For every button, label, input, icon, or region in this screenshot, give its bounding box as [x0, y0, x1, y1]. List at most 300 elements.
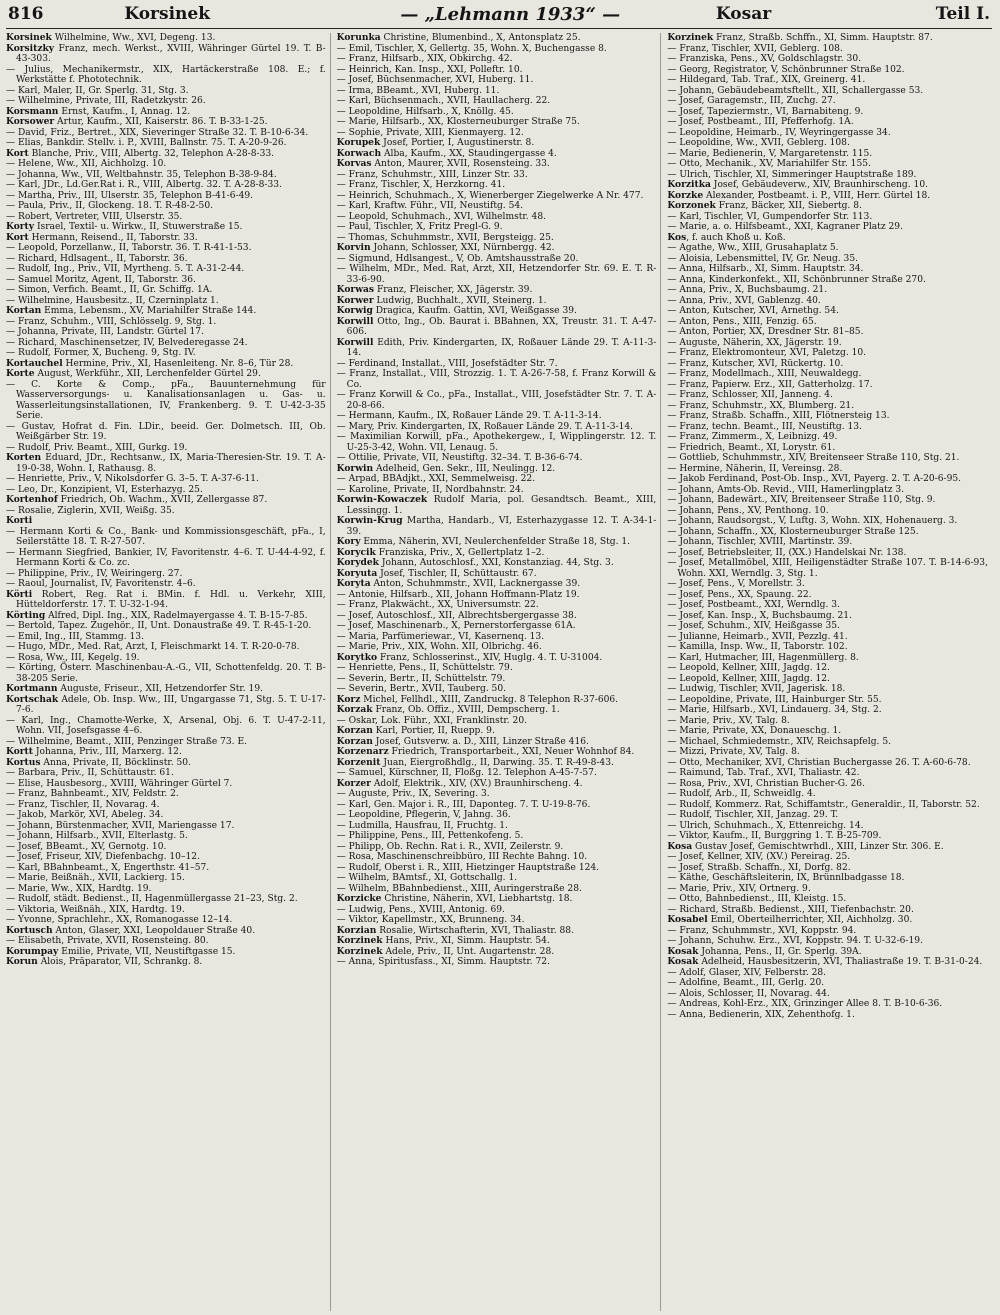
entry-text: Franz, mech. Werkst., XVIII, Währinger Gürtel 19. T. B-43-303. [16, 43, 326, 64]
entry-text: — Josef, Büchsenmacher, XVI, Huberg. 11. [336, 75, 534, 85]
entry-surname: Korzinek [667, 33, 714, 43]
entry-surname: Korumpay [6, 945, 59, 957]
entry-text: Emilie, Private, VII, Neustiftgasse 15. [58, 946, 236, 957]
directory-entry [6, 86, 326, 97]
directory-entry [667, 75, 988, 86]
directory-entry [667, 621, 988, 632]
entry-text: — Jakob Ferdinand, Post-Ob. Insp., XVI, Payerg. 2. T. A-20-6-95. [667, 474, 962, 484]
entry-text: — Oskar, Lok. Führ., XXI, Franklinstr. 20. [336, 715, 528, 726]
directory-entry [667, 432, 988, 443]
directory-entry [6, 180, 326, 191]
directory-entry [337, 86, 657, 97]
entry-text: — Elisabeth, Private, XVII, Rosensteing. 80. [6, 936, 209, 946]
directory-entry [337, 579, 657, 590]
directory-entry [6, 306, 326, 317]
entry-surname: Korzinek [336, 945, 383, 957]
entry-text: Dragica, Kaufm. Gattin, XVI, Weißgasse 39. [372, 306, 577, 316]
entry-text: — Franz, Tischler, II, Novarag. 4. [6, 799, 160, 810]
directory-entry [6, 285, 326, 296]
entry-text: — Maria, Parfümeriewar., VI, Kasernenq. 13. [336, 631, 545, 642]
directory-entry [667, 747, 988, 758]
entry-text: — Karl, Tischler, VI, Gumpendorfer Str. 113. [667, 211, 873, 222]
entry-text: Josef, Gebäudeverw., XIV, Braunhirscheng. 10. [710, 180, 928, 190]
entry-text: — Leopold, Porzellanw., II, Taborstr. 36. T. R-41-1-53. [6, 243, 252, 253]
entry-text: Karl, Portier, II, Ruepp. 9. [372, 726, 495, 736]
entry-text: — Auguste, Näherin, XX, Jägerstr. 19. [667, 337, 842, 348]
directory-entry [337, 264, 657, 285]
entry-text: Edith, Priv. Kindergarten, IX, Roßauer Lände 29. T. A-11-3-14. [346, 337, 657, 358]
entry-text: — Viktoria, Weißnäh., XIX, Hardtg. 19. [6, 904, 185, 915]
directory-entry [667, 915, 988, 926]
entry-text: Alexander, Postbeamt. i. P., VIII, Herr. Gürtel 18. [703, 190, 931, 201]
entry-surname: Korvin [336, 242, 371, 253]
directory-entry [667, 590, 988, 601]
directory-entry [667, 905, 988, 916]
page-header [6, 4, 992, 29]
directory-entry [667, 254, 988, 265]
directory-entry [337, 44, 657, 55]
entry-text: — Leopoldine, Hilfsarb., X, Knöllg. 45. [336, 106, 514, 117]
directory-entry [667, 86, 988, 97]
directory-entry [6, 758, 326, 769]
entry-text: Johanna, Pens., II, Gr. Sperlg. 39A. [698, 946, 862, 957]
entry-text: — Samuel Moritz, Agent, II, Taborstr. 36. [6, 274, 196, 285]
directory-entry [667, 873, 988, 884]
entry-text: Israel, Textil- u. Wirkw., II, Stuwerstraße 15. [34, 222, 243, 232]
entry-surname: Korun [6, 956, 38, 967]
directory-entry [337, 411, 657, 422]
directory-entry [667, 117, 988, 128]
entry-text: — Karl, Gen. Major i. R., III, Daponteg. 7. T. U-19-8-76. [336, 799, 591, 810]
directory-entry [6, 380, 326, 422]
entry-text: Adelheid, Hausbesitzerin, XVI, Thaliastraße 19. T. B-31-0-24. [698, 957, 983, 967]
directory-entry [337, 422, 657, 433]
entry-text: — Anna, Bedienerin, XIX, Zehenthofg. 1. [667, 1009, 855, 1020]
directory-entry [337, 789, 657, 800]
directory-entry [337, 96, 657, 107]
directory-entry [6, 611, 326, 622]
directory-entry [667, 632, 988, 643]
entry-text: — Helene, Ww., XII, Aichholzg. 10. [6, 159, 167, 169]
entry-text: — Karl, JDr., Ld.Ger.Rat i. R., VIII, Albertg. 32. T. A-28-8-33. [6, 180, 282, 190]
entry-text: — Johann, Amts-Ob. Revid., VIII, Hamerlingplatz 3. [667, 484, 905, 495]
directory-entry [337, 936, 657, 947]
directory-entry [337, 180, 657, 191]
directory-entry [337, 852, 657, 863]
entry-text: — Wilhelmine, Beamt., XIII, Penzinger Straße 73. E. [6, 736, 247, 747]
entry-text: — Johann, Pens., XV, Penthong. 10. [667, 505, 829, 516]
entry-text: — Leopoldine, Pflegerin, V, Jahng. 36. [336, 810, 511, 820]
directory-entry [337, 863, 657, 874]
directory-entry [337, 233, 657, 244]
entry-surname: Korzan [336, 735, 373, 747]
entry-surname: Kortmann [6, 683, 58, 694]
entry-text: — Yvonne, Sprachlehr., XX, Romanogasse 12–14. [6, 915, 233, 925]
entry-text: Franz, Fleischer, XX, Jägerstr. 39. [374, 285, 533, 295]
entry-surname: Korzicke [336, 893, 382, 904]
directory-entry [337, 159, 657, 170]
entry-text: — Rudolf, Ing., Priv., VII, Myrtheng. 5. T. A-31-2-44. [6, 264, 245, 274]
entry-text: — Franz, Schlosser, XII, Janneng. 4. [667, 390, 833, 400]
directory-entry [667, 936, 988, 947]
entry-surname: Kortus [6, 756, 41, 768]
directory-entry [337, 768, 657, 779]
entry-text: Josef, Portier, I, Augustinerstr. 8. [380, 138, 535, 148]
directory-entry [667, 527, 988, 538]
entry-text: — Johann, Schaffn., XX, Klosterneuburger Straße 125. [667, 526, 919, 537]
entry-text: — Ulrich, Tischler, XI, Simmeringer Hauptstraße 189. [667, 169, 917, 180]
entry-text: — Josef, Schuhm., XIV, Heißgasse 35. [667, 621, 840, 631]
directory-entry [667, 306, 988, 317]
directory-entry [6, 590, 326, 611]
entry-text: Blanche, Priv., VIII, Albertg. 32, Telephon A-28-8-33. [28, 148, 275, 159]
entry-surname: Kosak [667, 956, 699, 967]
entry-text: — Marie, Priv., XIV, Ortnerg. 9. [667, 883, 811, 894]
entry-text: — Wilhelm, BAmtsf., XI, Gottschallg. 1. [336, 873, 518, 883]
directory-entry [337, 117, 657, 128]
directory-entry [667, 54, 988, 65]
directory-entry [6, 264, 326, 275]
entry-text: — Michael, Schmiedemstr., XIV, Reichsapfelg. 5. [667, 736, 891, 747]
directory-entry [667, 558, 988, 579]
column-3 [667, 33, 992, 1311]
entry-text: — Marie, Private, XX, Donaueschg. 1. [667, 726, 842, 736]
entry-text: — Severin, Bertr., II, Schüttelstr. 79. [336, 673, 506, 684]
entry-text: — Franz, Elektromonteur, XVI, Paletzg. 10. [667, 348, 867, 358]
directory-entry [667, 474, 988, 485]
entry-text: Alba, Kaufm., XX, Staudingergasse 4. [381, 148, 557, 159]
entry-text: — Franz, Schuhm., VIII, Schlösselg. 9, Stg. 1. [6, 316, 217, 327]
entry-text: — Auguste, Priv., IX, Severing. 3. [336, 789, 490, 799]
entry-text: — Franz, Zimmerm., X, Leibnizg. 49. [667, 432, 838, 442]
entry-text: — Franz, Hilfsarb., XIX, Obkirchg. 42. [336, 54, 513, 64]
directory-entry [337, 684, 657, 695]
directory-entry [337, 548, 657, 559]
directory-entry [667, 947, 988, 958]
entry-surname: Kos [667, 231, 687, 243]
directory-entry [337, 873, 657, 884]
entry-text: — Johann, Schuhw. Erz., XVI, Koppstr. 94. T. U-32-6-19. [667, 936, 923, 946]
entry-text: — Leopold, Kellner, XIII, Jagdg. 12. [667, 673, 830, 684]
directory-entry [6, 579, 326, 590]
directory-entry [667, 390, 988, 401]
entry-surname: Korten [6, 452, 42, 463]
entry-text: — Josef, Betriebsleiter, II, (XX.) Handelskai Nr. 138. [667, 547, 907, 558]
entry-text: — Rudolf, Former, X, Bucheng. 9, Stg. IV. [6, 348, 196, 358]
directory-entry [667, 495, 988, 506]
entry-text: Robert, Reg. Rat i. BMin. f. Hdl. u. Verkehr, XIII, Hütteldorferstr. 17. T. U-32-1-94. [16, 589, 326, 610]
directory-entry [667, 422, 988, 433]
directory-entry [667, 128, 988, 139]
entry-text: — Arpad, BBAdjkt., XXI, Semmelweisg. 22. [336, 474, 536, 484]
entry-text: — Josef, Postbeamt., XXI, Werndlg. 3. [667, 600, 840, 610]
entry-text: — Anna, Hilfsarb., XI, Simm. Hauptstr. 34. [667, 264, 864, 274]
entry-surname: Korvas [336, 158, 372, 169]
directory-entry [6, 821, 326, 832]
entry-text: — Ludwig, Tischler, XVII, Jagerisk. 18. [667, 684, 846, 694]
entry-surname: Kortan [6, 305, 42, 316]
entry-text: Hermann, Reisend., II, Taborstr. 33. [28, 232, 198, 243]
directory-entry [337, 369, 657, 390]
directory-entry [667, 464, 988, 475]
directory-entry [337, 926, 657, 937]
entry-text: — Franz, techn. Beamt., III, Neustiftg. 13. [667, 421, 862, 432]
directory-entry [337, 338, 657, 359]
entry-text: — Marie, Hilfsarb., XVI, Lindauerg. 34, Stg. 2. [667, 705, 882, 715]
directory-entry [667, 401, 988, 412]
directory-entry [667, 243, 988, 254]
directory-entry [667, 96, 988, 107]
directory-entry [6, 201, 326, 212]
entry-text: — Otto, Bahnbedienst., III, Kleistg. 15. [667, 894, 847, 904]
page-number: 816 [8, 4, 44, 24]
directory-entry [6, 296, 326, 307]
directory-entry [337, 516, 657, 537]
directory-entry [667, 149, 988, 160]
entry-text: — Ottilie, Private, VII, Neustiftg. 32–34. T. B-36-6-74. [336, 453, 583, 463]
directory-entry [337, 884, 657, 895]
directory-entry [337, 705, 657, 716]
entry-text: — Franz, Straßb. Schaffn., XIII, Flötnersteig 13. [667, 411, 890, 421]
entry-text: — Henriette, Pens., II, Schüttelstr. 79. [336, 663, 513, 673]
entry-surname: Korzonek [667, 200, 716, 211]
directory-entry [337, 842, 657, 853]
directory-entry [667, 212, 988, 223]
directory-entry [667, 327, 988, 338]
entry-text: — Anton, Pens., XIII, Fenzig. 65. [667, 316, 817, 327]
directory-entry [6, 884, 326, 895]
entry-text: Emma, Lebensm., XV, Mariahilfer Straße 144. [41, 306, 257, 316]
directory-entry [337, 831, 657, 842]
entry-text: — Elise, Hausbesorg., XVIII, Währinger Gürtel 7. [6, 778, 233, 789]
entry-surname: Korydek [336, 557, 379, 568]
directory-entry [6, 548, 326, 569]
entry-text: Johanna, Priv., III, Marxerg. 12. [32, 747, 182, 757]
entry-surname: Korz [336, 693, 361, 705]
directory-entry [667, 926, 988, 937]
entry-surname: Korty [6, 221, 35, 232]
entry-surname: Korwin-Kowaczek [336, 494, 428, 505]
entry-text: — Paula, Priv., II, Glockeng. 18. T. R-48-2-50. [6, 201, 213, 211]
directory-entry [337, 590, 657, 601]
directory-entry [667, 831, 988, 842]
entry-surname: Korunka [336, 33, 381, 43]
entry-text: — Josef, Tapeziermstr., VI, Barnabiteng. 9. [667, 106, 864, 117]
directory-entry [337, 653, 657, 664]
entry-text: — Viktor, Kapellmstr., XX, Brunneng. 34. [336, 915, 525, 925]
directory-entry [337, 611, 657, 622]
directory-entry [667, 296, 988, 307]
directory-entry [337, 558, 657, 569]
entry-text: Artur, Kaufm., XII, Kaiserstr. 86. T. B-33-1-25. [54, 117, 268, 127]
directory-entry [667, 821, 988, 832]
directory-entry [667, 443, 988, 454]
entry-text: — Karl, Ing., Chamotte-Werke, X, Arsenal, Obj. 6. T. U-47-2-11, Wohn. VII, Josefsgasse 4–6. [6, 715, 326, 736]
directory-entry [337, 537, 657, 548]
entry-text: — Marie, a. o. Hilfsbeamt., XXI, Kagraner Platz 29. [667, 222, 903, 232]
directory-entry [6, 359, 326, 370]
directory-entry [337, 75, 657, 86]
entry-text: — Josef, Friseur, XIV, Diefenbachg. 10–12. [6, 852, 200, 862]
directory-entry [667, 275, 988, 286]
entry-text: Franz, Straßb. Schffn., XI, Simm. Hauptstr. 87. [713, 33, 933, 43]
directory-entry [667, 758, 988, 769]
directory-entry [6, 44, 326, 65]
entry-surname: Korupek [336, 137, 381, 148]
directory-entry [6, 747, 326, 758]
directory-entry [667, 453, 988, 464]
entry-text: — Aloisia, Lebensmittel, IV, Gr. Neug. 35. [667, 253, 859, 264]
entry-surname: Korsower [6, 116, 55, 127]
entry-surname: Korti [6, 515, 33, 526]
entry-text: — Heinrich, Kan. Insp., XXI, Polleftr. 10. [336, 64, 523, 75]
directory-entry [6, 789, 326, 800]
entry-text: Alfred, Dipl. Ing., XIX, Radelmayergasse 4. T. B-15-7-85. [45, 610, 308, 621]
entry-surname: Körti [6, 588, 33, 600]
entry-text: — Josef, Kellner, XIV, (XV.) Pereirag. 25. [667, 852, 851, 862]
entry-text: Emma, Näherin, XVI, Neulerchenfelder Straße 18, Stg. 1. [360, 537, 631, 547]
entry-text: — Josef, Straßb. Schaffn., XI, Dorfg. 82. [667, 862, 851, 873]
directory-entry [337, 758, 657, 769]
entry-surname: Korsinek [6, 33, 52, 43]
entry-text: Christine, Näherin, XVI, Liebhartstg. 18. [381, 894, 573, 904]
directory-entry [6, 663, 326, 684]
directory-entry [667, 107, 988, 118]
entry-surname: Korte [6, 368, 35, 379]
directory-entry [6, 894, 326, 905]
directory-entry [667, 737, 988, 748]
directory-entry [667, 842, 988, 853]
directory-entry [667, 537, 988, 548]
entry-text: — Johann, Gebäudebeamtsftellt., XII, Schallergasse 53. [667, 85, 924, 96]
entry-text: — Leopoldine, Heimarb., IV, Weyringergasse 34. [667, 127, 891, 138]
directory-entry [337, 243, 657, 254]
directory-entry [337, 716, 657, 727]
directory-entry [6, 254, 326, 265]
columns-container [6, 33, 992, 1311]
entry-text: — Karl, Maler, II, Gr. Sperlg. 31, Stg. 3. [6, 85, 189, 96]
directory-entry [337, 905, 657, 916]
entry-text: — Robert, Vertreter, VIII, Ulserstr. 35. [6, 211, 183, 222]
entry-text: — Georg, Registrator, V, Schönbrunner Straße 102. [667, 64, 905, 75]
directory-entry [337, 306, 657, 317]
entry-surname: Korwas [336, 284, 375, 295]
entry-text: Michel, Fellhdl., XIII, Zandruckg. 8 Telephon R-37-606. [360, 694, 619, 705]
first-entry-name: Korsinek [124, 4, 210, 24]
entry-surname: Koryuta [336, 567, 378, 579]
entry-text: — Johann, Tischler, XVIII, Martinstr. 39. [667, 537, 853, 547]
directory-entry [6, 191, 326, 202]
entry-text: — Raoul, Journalist, IV, Favoritenstr. 4–6. [6, 579, 196, 589]
entry-text: — Franz, Bahnbeamt., XIV, Feldstr. 2. [6, 789, 179, 799]
directory-entry [667, 180, 988, 191]
entry-text: — Adolf, Glaser, XIV, Felberstr. 28. [667, 967, 827, 978]
entry-text: — Thomas, Schuhmmstr., XVII, Bergsteigg. 25. [336, 232, 554, 243]
directory-entry [667, 65, 988, 76]
directory-entry [6, 317, 326, 328]
entry-surname: Korzenit [336, 756, 381, 768]
directory-entry [337, 632, 657, 643]
directory-entry [667, 968, 988, 979]
directory-entry [667, 506, 988, 517]
entry-text: Otto, Ing., Ob. Baurat i. BBahnen, XX, Treustr. 31. T. A-47-606. [346, 316, 657, 337]
directory-entry [667, 852, 988, 863]
entry-text: — Franz, Tischler, X, Herzkorng. 41. [336, 180, 506, 190]
directory-entry [667, 548, 988, 559]
directory-entry [667, 33, 988, 44]
entry-text: — Leopold, Schuhmach., XVI, Wilhelmstr. 48. [336, 211, 547, 222]
entry-text: Rosalie, Wirtschafterin, XVI, Thaliastr. 88. [376, 925, 574, 936]
entry-surname: Korzak [336, 704, 373, 715]
directory-entry [337, 285, 657, 296]
directory-entry [667, 695, 988, 706]
entry-text: — Julianne, Heimarb., XVII, Pezzlg. 41. [667, 631, 848, 642]
directory-entry [6, 642, 326, 653]
entry-text: Juan, Eiergroßhdlg., II, Darwing. 35. T. R-49-8-43. [380, 757, 614, 768]
entry-text: Auguste, Friseur., XII, Hetzendorfer Str. 19. [57, 684, 264, 694]
directory-entry [6, 65, 326, 86]
entry-text: — Friedrich, Beamt., XI, Lorystr. 61. [667, 442, 836, 453]
directory-entry [337, 222, 657, 233]
entry-text: — Ulrich, Schuhmach., X, Ettenreichg. 14. [667, 820, 864, 831]
directory-entry [667, 642, 988, 653]
directory-entry [337, 957, 657, 968]
entry-text: — Karl, Kraftw. Führ., VII, Neustiftg. 54. [336, 201, 524, 211]
directory-entry [6, 768, 326, 779]
directory-entry [667, 999, 988, 1010]
directory-entry [667, 800, 988, 811]
entry-text: — Philipp, Ob. Rechn. Rat i. R., XVII, Zeilerstr. 9. [336, 841, 564, 852]
entry-text: — Ludwig, Pens., XVIII, Antonig. 69. [336, 904, 505, 915]
directory-entry [667, 359, 988, 370]
entry-surname: Körting [6, 609, 46, 621]
directory-entry [337, 947, 657, 958]
entry-text: — Bertold, Tapez. Zugehör., II, Unt. Donaustraße 49. T. R-45-1-20. [6, 621, 312, 631]
directory-entry [337, 600, 657, 611]
entry-text: — Josef, Maschinenarb., X, Pernerstorfergasse 61A. [336, 621, 576, 631]
directory-entry [667, 863, 988, 874]
directory-entry [667, 810, 988, 821]
directory-entry [6, 926, 326, 937]
directory-entry [6, 128, 326, 139]
directory-entry [337, 390, 657, 411]
directory-entry [667, 705, 988, 716]
directory-entry [667, 894, 988, 905]
directory-entry [6, 327, 326, 338]
directory-entry [6, 516, 326, 527]
directory-entry [667, 684, 988, 695]
entry-text: — C. Korte & Comp., pFa., Bauunternehmung für Wasserversorgungs- u. Kanalisationsanlagen u. Gas- u. Wasserleitungsinstallationen, IV, Frankenberg. 9. T. U-42-3-35 Serie. [6, 379, 326, 421]
directory-entry [337, 33, 657, 44]
entry-text: Johann, Schlosser, XXI, Nürnbergg. 42. [370, 243, 555, 253]
entry-text: — Hermine, Näherin, II, Vereinsg. 28. [667, 463, 843, 474]
entry-text: — Anna, Priv., X, Buchsbaumg. 21. [667, 285, 828, 295]
entry-surname: Korzinek [336, 935, 383, 946]
entry-text: — Mary, Priv. Kindergarten, IX, Roßauer Lände 29. T. A-11-3-14. [336, 421, 634, 432]
directory-entry [6, 800, 326, 811]
entry-text: — Sigmund, Hdlsangest., V, Ob. Amtshausstraße 20. [336, 253, 579, 264]
entry-text: Adele, Ob. Insp. Ww., III, Ungargasse 71, Stg. 5. T. U-17-7-6. [16, 694, 326, 715]
directory-entry [667, 138, 988, 149]
directory-entry [6, 474, 326, 485]
directory-entry [6, 905, 326, 916]
entry-text: — Rosalie, Ziglerin, XVII, Weißg. 35. [6, 505, 175, 516]
entry-text: — Otto, Mechaniker, XVI, Christian Buchergasse 26. T. A-60-6-78. [667, 757, 971, 768]
directory-entry [667, 201, 988, 212]
directory-entry [667, 989, 988, 1000]
entry-text: — Franz, Tischler, XVII, Geblerg. 108. [667, 43, 843, 54]
directory-entry [6, 275, 326, 286]
